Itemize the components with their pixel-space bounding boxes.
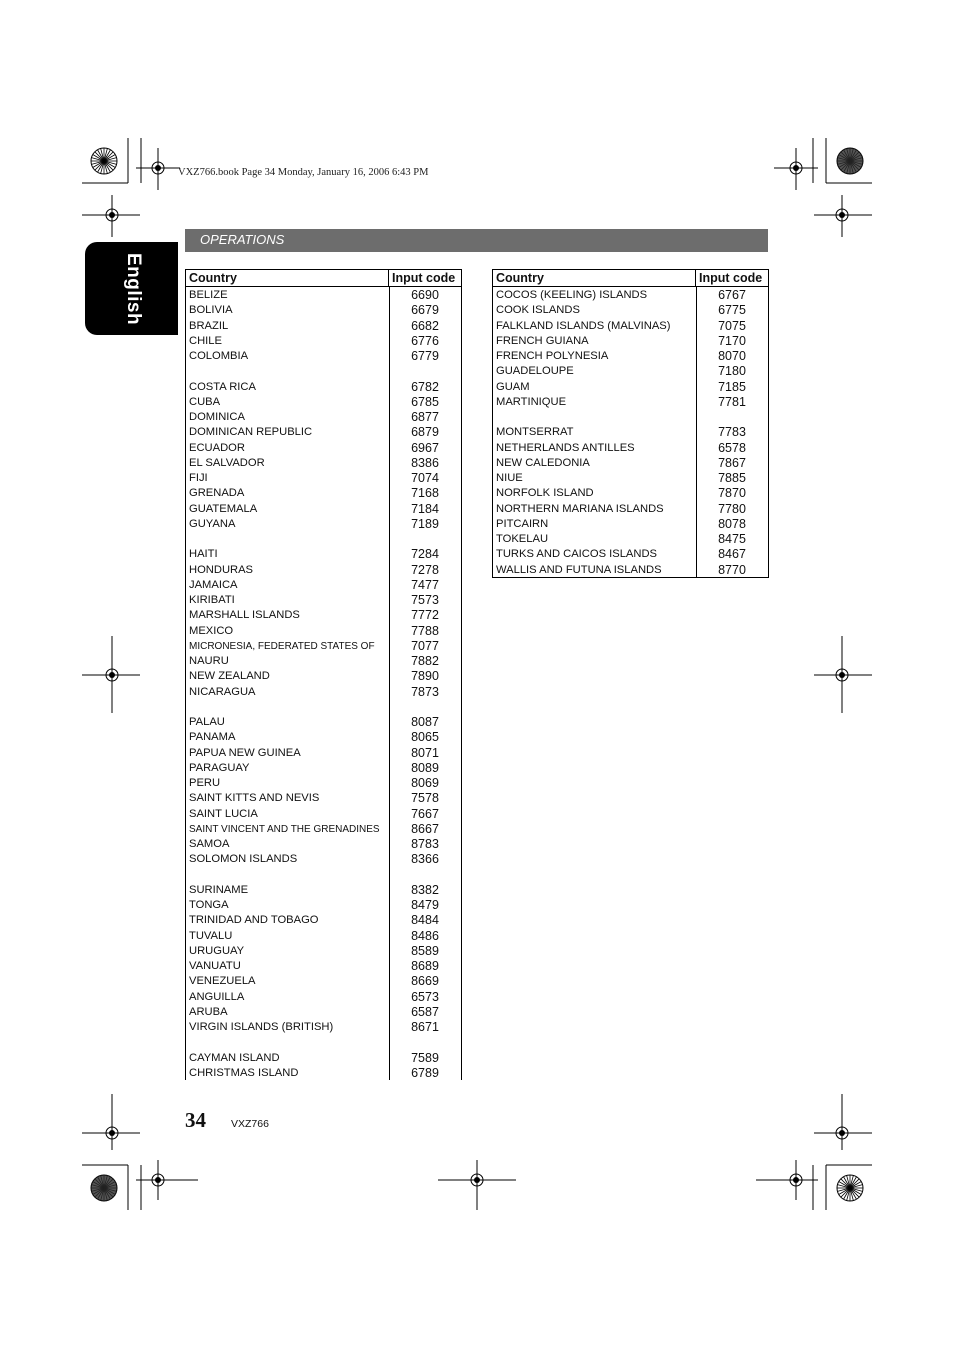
table-row	[186, 577, 461, 592]
table-row	[493, 485, 768, 500]
table-row	[186, 1004, 461, 1019]
input-code: 8783	[411, 837, 439, 851]
country-name: BELIZE	[189, 289, 228, 301]
input-code: 7783	[718, 425, 746, 440]
registration-starburst	[837, 1175, 863, 1201]
country-code-table-right	[492, 269, 769, 578]
input-code: 8070	[718, 349, 746, 363]
input-code: 7184	[411, 501, 439, 516]
country-name: MEXICO	[189, 624, 234, 637]
input-code: 8475	[718, 532, 746, 546]
country-name: GUYANA	[189, 517, 236, 530]
table-row	[493, 455, 768, 470]
table-row	[186, 1019, 461, 1034]
country-name: MICRONESIA, FEDERATED STATES OF	[189, 640, 375, 652]
group-spacer	[186, 531, 461, 546]
table-row	[186, 501, 461, 516]
input-code: 6587	[411, 1004, 439, 1019]
input-code: 8479	[411, 898, 439, 912]
file-slug: VXZ766.book Page 34 Monday, January 16, 2006 6:43 PM	[178, 167, 429, 178]
table-row	[186, 882, 461, 897]
input-code: 6578	[718, 440, 746, 455]
table-row	[186, 394, 461, 409]
input-code: 6782	[411, 379, 439, 394]
country-name: SAINT KITTS AND NEVIS	[189, 792, 320, 805]
table-row	[493, 287, 768, 302]
table-row	[186, 470, 461, 485]
table-row	[186, 516, 461, 531]
country-name: FRENCH GUIANA	[496, 334, 589, 347]
input-code: 7589	[411, 1050, 439, 1065]
table-row	[186, 287, 461, 302]
country-name: NETHERLANDS ANTILLES	[496, 441, 635, 454]
language-tab-label: English	[123, 252, 144, 326]
country-name: MARTINIQUE	[496, 395, 567, 408]
country-name: TUVALU	[189, 929, 233, 942]
table-row	[186, 623, 461, 638]
section-header-bar	[185, 229, 768, 252]
input-code: 7284	[411, 547, 439, 562]
table-row	[186, 409, 461, 424]
table-body	[186, 287, 461, 1080]
input-code: 7075	[718, 318, 746, 333]
table-row	[186, 928, 461, 943]
country-name: VANUATU	[189, 960, 241, 972]
table-row	[186, 592, 461, 607]
group-spacer	[186, 1034, 461, 1049]
table-row	[186, 653, 461, 668]
input-code: 7477	[411, 577, 439, 592]
input-code: 6967	[411, 440, 439, 455]
table-row	[186, 729, 461, 744]
section-title: OPERATIONS	[200, 232, 285, 247]
country-name: COSTA RICA	[189, 380, 256, 393]
country-name: FIJI	[189, 472, 208, 484]
input-code: 7781	[718, 394, 746, 409]
country-name: BOLIVIA	[189, 304, 233, 317]
input-code: 8689	[411, 959, 439, 973]
input-code: 7870	[718, 486, 746, 501]
input-code: 8770	[718, 562, 746, 577]
country-name: NEW ZEALAND	[189, 670, 270, 683]
table-row	[186, 714, 461, 729]
language-tab	[85, 242, 178, 335]
table-row	[186, 897, 461, 912]
country-name: PANAMA	[189, 731, 236, 744]
input-code: 7278	[411, 562, 439, 577]
table-row	[493, 531, 768, 546]
input-code: 8065	[411, 730, 439, 745]
table-row	[186, 684, 461, 699]
country-name: PARAGUAY	[189, 761, 250, 774]
country-name: CUBA	[189, 395, 221, 408]
input-code: 7788	[411, 623, 439, 638]
model-name: VXZ766	[231, 1118, 269, 1130]
table-row	[186, 607, 461, 622]
country-name: DOMINICAN REPUBLIC	[189, 426, 313, 439]
input-code: 8366	[411, 852, 439, 867]
input-code: 6775	[718, 303, 746, 318]
table-row	[186, 958, 461, 973]
input-code: 8386	[411, 455, 439, 470]
country-name: NAURU	[189, 655, 229, 667]
table-row	[186, 379, 461, 394]
table-row	[493, 318, 768, 333]
country-name: MONTSERRAT	[496, 426, 574, 439]
input-code: 6679	[411, 303, 439, 318]
country-name: CHILE	[189, 334, 222, 347]
input-code: 6877	[411, 410, 439, 424]
table-row	[186, 745, 461, 760]
country-name: WALLIS AND FUTUNA ISLANDS	[496, 563, 662, 576]
country-name: NEW CALEDONIA	[496, 456, 590, 469]
input-code: 8087	[411, 715, 439, 729]
table-body	[493, 287, 768, 577]
table-row	[493, 333, 768, 348]
table-row	[493, 363, 768, 378]
input-code: 6682	[411, 318, 439, 333]
input-code: 6776	[411, 333, 439, 348]
country-name: SAINT VINCENT AND THE GRENADINES	[189, 823, 380, 835]
country-column-header: Country	[493, 270, 696, 286]
country-name: URUGUAY	[189, 944, 245, 957]
input-code: 7873	[411, 684, 439, 699]
table-row	[493, 546, 768, 561]
country-name: ARUBA	[189, 1005, 228, 1018]
country-name: COLOMBIA	[189, 350, 249, 362]
table-row	[186, 485, 461, 500]
input-code: 8589	[411, 943, 439, 958]
input-code: 8484	[411, 913, 439, 928]
table-row	[186, 302, 461, 317]
country-name: PITCAIRN	[496, 517, 549, 530]
country-name: VIRGIN ISLANDS (BRITISH)	[189, 1021, 334, 1033]
table-row	[493, 348, 768, 363]
input-code: 6767	[718, 288, 746, 302]
input-code: 7882	[411, 654, 439, 668]
page-number: 34	[185, 1108, 206, 1132]
input-code: 8382	[411, 882, 439, 897]
group-spacer	[186, 699, 461, 714]
country-name: EL SALVADOR	[189, 456, 265, 469]
country-name: PALAU	[189, 716, 225, 728]
country-name: NORTHERN MARIANA ISLANDS	[496, 502, 664, 515]
country-name: TOKELAU	[496, 533, 549, 545]
country-name: FRENCH POLYNESIA	[496, 350, 609, 362]
country-name: NIUE	[496, 472, 523, 484]
registration-starburst	[91, 1175, 117, 1201]
country-name: JAMAICA	[189, 578, 238, 591]
table-row	[186, 912, 461, 927]
input-code: 6690	[411, 288, 439, 302]
country-name: CAYMAN ISLAND	[189, 1051, 280, 1064]
table-row	[186, 562, 461, 577]
table-row	[186, 851, 461, 866]
table-row	[186, 790, 461, 805]
country-name: COCOS (KEELING) ISLANDS	[496, 289, 648, 301]
input-code: 6789	[411, 1065, 439, 1080]
table-row	[186, 775, 461, 790]
input-code: 7780	[718, 501, 746, 516]
table-row	[493, 379, 768, 394]
country-code-table-left	[185, 269, 462, 1080]
table-row	[493, 562, 768, 577]
country-name: GUADELOUPE	[496, 365, 574, 378]
country-name: TURKS AND CAICOS ISLANDS	[496, 548, 658, 561]
input-code: 7168	[411, 486, 439, 501]
country-name: SAMOA	[189, 838, 230, 850]
country-name: SAINT LUCIA	[189, 807, 258, 820]
country-name: VENEZUELA	[189, 975, 256, 988]
country-name: FALKLAND ISLANDS (MALVINAS)	[496, 319, 671, 332]
country-name: SURINAME	[189, 883, 249, 896]
input-code: 8667	[411, 821, 439, 836]
table-row	[186, 455, 461, 470]
table-row	[186, 638, 461, 653]
table-row	[493, 440, 768, 455]
input-code: 6879	[411, 425, 439, 440]
group-spacer	[493, 409, 768, 424]
input-code: 7772	[411, 608, 439, 623]
input-code: 7189	[411, 516, 439, 531]
group-spacer	[186, 363, 461, 378]
country-name: HONDURAS	[189, 563, 254, 576]
input-code: 7885	[718, 471, 746, 485]
table-row	[186, 440, 461, 455]
country-name: BRAZIL	[189, 319, 229, 332]
input-code: 8669	[411, 974, 439, 989]
country-name: GRENADA	[189, 487, 245, 500]
country-name: KIRIBATI	[189, 594, 235, 606]
input-code: 7578	[411, 791, 439, 806]
table-row	[186, 1065, 461, 1080]
input-code: 7867	[718, 455, 746, 470]
table-row	[186, 989, 461, 1004]
input-code: 7890	[411, 669, 439, 684]
table-row	[493, 501, 768, 516]
country-name: PERU	[189, 777, 221, 789]
input-code-column-header: Input code	[699, 271, 763, 285]
input-code: 8671	[411, 1020, 439, 1034]
input-code: 7573	[411, 593, 439, 607]
country-name: COOK ISLANDS	[496, 304, 580, 317]
country-name: ECUADOR	[189, 441, 245, 454]
registration-starburst	[837, 148, 863, 174]
input-code: 7074	[411, 471, 439, 485]
table-row	[186, 668, 461, 683]
input-code: 8486	[411, 928, 439, 943]
input-code: 6779	[411, 349, 439, 363]
table-row	[186, 333, 461, 348]
input-code: 8467	[718, 547, 746, 562]
table-row	[186, 760, 461, 775]
country-name: SOLOMON ISLANDS	[189, 853, 298, 866]
table-row	[493, 424, 768, 439]
country-name: TONGA	[189, 899, 229, 911]
country-name: HAITI	[189, 548, 218, 561]
table-row	[186, 424, 461, 439]
country-name: CHRISTMAS ISLAND	[189, 1066, 299, 1079]
country-name: GUATEMALA	[189, 502, 258, 515]
input-code: 8071	[411, 745, 439, 760]
country-name: ANGUILLA	[189, 990, 245, 1003]
input-code-column-header: Input code	[392, 271, 456, 285]
country-name: NORFOLK ISLAND	[496, 487, 594, 500]
table-row	[186, 318, 461, 333]
input-code: 7077	[411, 638, 439, 653]
table-row	[186, 806, 461, 821]
table-row	[493, 516, 768, 531]
table-row	[493, 302, 768, 317]
input-code: 7180	[718, 364, 746, 379]
table-row	[186, 973, 461, 988]
input-code: 8069	[411, 776, 439, 790]
table-header	[493, 269, 768, 287]
input-code: 7667	[411, 806, 439, 821]
input-code: 6573	[411, 989, 439, 1004]
registration-starburst	[91, 148, 117, 174]
input-code: 6785	[411, 394, 439, 409]
table-header	[186, 269, 461, 287]
input-code: 7170	[718, 333, 746, 348]
group-spacer	[186, 867, 461, 882]
table-row	[186, 836, 461, 851]
input-code: 8078	[718, 516, 746, 531]
country-name: GUAM	[496, 380, 530, 393]
input-code: 7185	[718, 379, 746, 394]
table-row	[493, 470, 768, 485]
country-name: NICARAGUA	[189, 685, 256, 698]
country-name: PAPUA NEW GUINEA	[189, 746, 301, 759]
country-name: DOMINICA	[189, 411, 245, 423]
input-code: 8089	[411, 760, 439, 775]
country-name: MARSHALL ISLANDS	[189, 609, 300, 622]
table-row	[186, 943, 461, 958]
table-row	[186, 546, 461, 561]
table-row	[186, 821, 461, 836]
country-column-header: Country	[186, 270, 389, 286]
table-row	[186, 348, 461, 363]
table-row	[493, 394, 768, 409]
country-name: TRINIDAD AND TOBAGO	[189, 914, 319, 927]
table-row	[186, 1050, 461, 1065]
